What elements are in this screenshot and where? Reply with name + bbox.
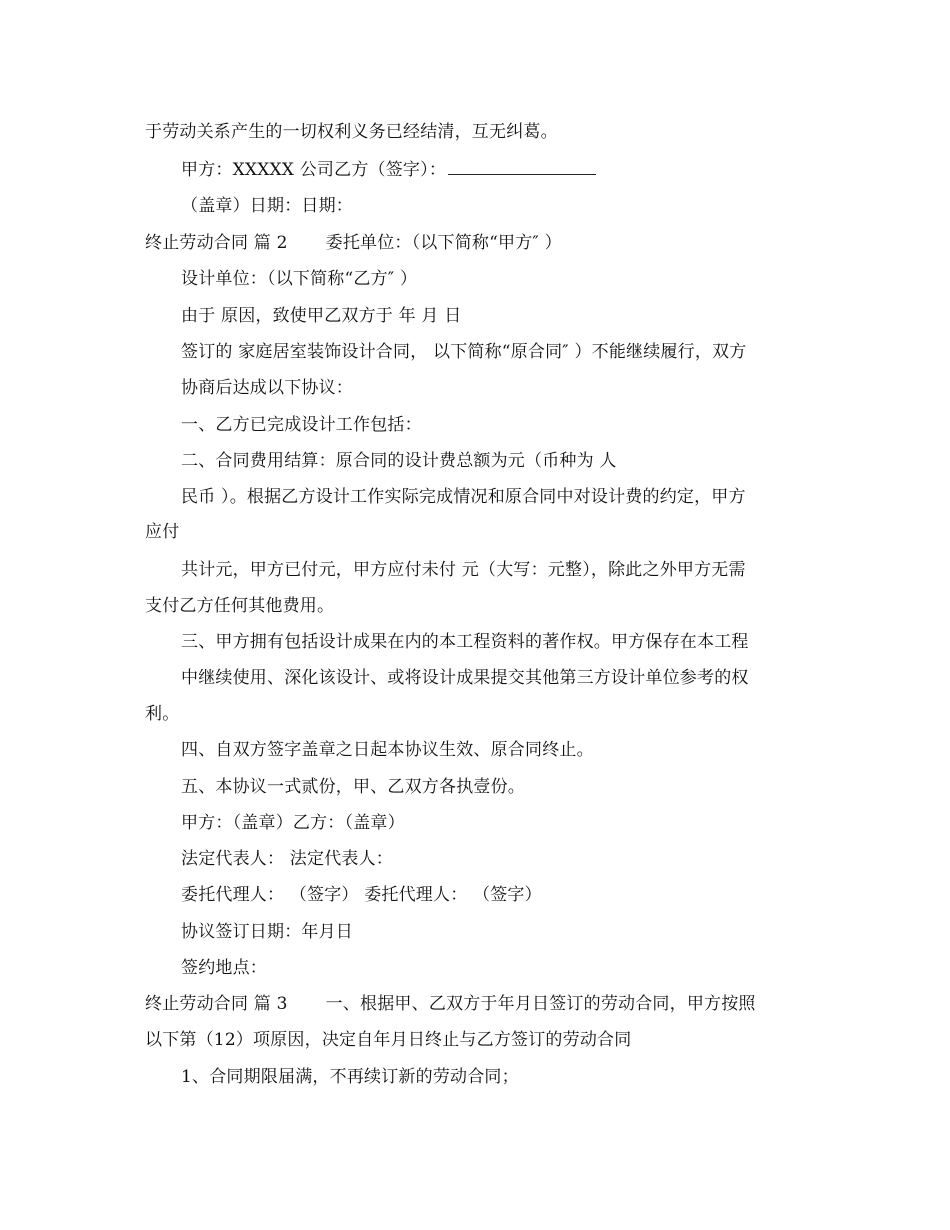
paragraph-line: 支付乙方任何其他费用。 (145, 596, 335, 616)
paragraph-line: （盖章）日期：日期： (181, 196, 353, 216)
paragraph-line: 甲方：（盖章）乙方：（盖章） (181, 813, 405, 833)
paragraph-text: 一、根据甲、乙双方于年月日签订的劳动合同，甲方按照 (325, 994, 756, 1014)
paragraph-line: 共计元，甲方已付元，甲方应付未付 元（大写：元整），除此之外甲方无需 (181, 560, 746, 580)
paragraph-line: 利。 (145, 704, 180, 724)
paragraph-line: 由于 原因，致使甲乙双方于 年 月 日 (181, 306, 462, 326)
paragraph-line: 签约地点： (181, 958, 267, 978)
paragraph-line: 签订的 家庭居室装饰设计合同， 以下简称“原合同″ ）不能继续履行，双方 (181, 342, 747, 362)
paragraph-line: 五、本协议一式贰份，甲、乙双方各执壹份。 (181, 777, 525, 797)
paragraph-line: 三、甲方拥有包括设计成果在内的本工程资料的著作权。甲方保存在本工程 (181, 632, 749, 652)
paragraph-line: 法定代表人： 法定代表人： (181, 849, 394, 869)
paragraph-line: 协商后达成以下协议： (181, 378, 353, 398)
paragraph-line: 于劳动关系产生的一切权利义务已经结清，互无纠葛。 (145, 122, 558, 142)
paragraph-line: 设计单位：（以下简称“乙方″ ） (181, 269, 418, 289)
section-heading-row (145, 232, 562, 254)
paragraph-line: 协议签订日期：年月日 (181, 922, 353, 942)
section-heading-row (145, 993, 756, 1015)
section-heading: 终止劳动合同 篇 2 (145, 233, 288, 253)
paragraph-line: 1、合同期限届满，不再续订新的劳动合同； (181, 1067, 519, 1087)
paragraph-text: 委托单位：（以下简称“甲方″ ） (325, 233, 562, 253)
paragraph-line: 以下第（12）项原因，决定自年月日终止与乙方签订的劳动合同 (145, 1030, 632, 1050)
signature-blank (448, 160, 596, 175)
paragraph-line: 民币 ）。根据乙方设计工作实际完成情况和原合同中对设计费的约定，甲方 (181, 487, 746, 507)
paragraph-line: 二、合同费用结算：原合同的设计费总额为元（币种为 人 (181, 451, 617, 471)
paragraph-line: 中继续使用、深化该设计、或将设计成果提交其他第三方设计单位参考的权 (181, 668, 749, 688)
signature-label: 甲方：XXXXX 公司乙方（签字）： (181, 160, 447, 180)
paragraph-line: 四、自双方签字盖章之日起本协议生效、原合同终止。 (181, 740, 594, 760)
paragraph-line: 应付 (145, 522, 180, 542)
section-heading: 终止劳动合同 篇 3 (145, 994, 288, 1014)
paragraph-line: 一、乙方已完成设计工作包括： (181, 415, 422, 435)
paragraph-line: 委托代理人： （签字） 委托代理人： （签字） (181, 885, 542, 905)
signature-line-party-a (181, 159, 596, 181)
